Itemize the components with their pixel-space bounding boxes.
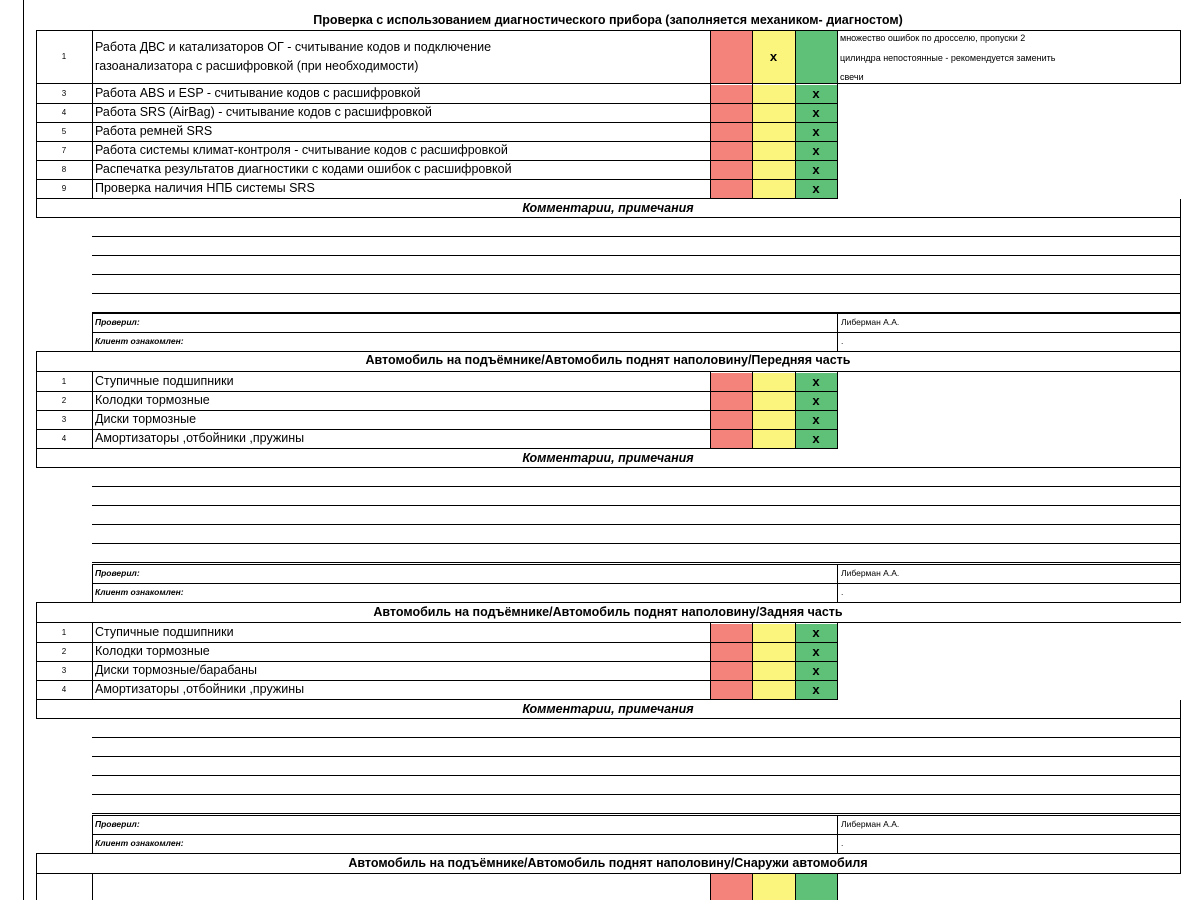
grid-line — [92, 524, 1181, 525]
status-yellow-cell — [753, 104, 795, 122]
row-description: Работа системы климат-контроля - считывание кодов с расшифровкой — [95, 143, 508, 157]
grid-line — [92, 391, 93, 410]
status-yellow-cell — [753, 681, 795, 699]
checked-by: Либерман А.А. — [841, 568, 900, 578]
grid-line — [92, 623, 93, 642]
status-yellow-cell — [753, 392, 795, 410]
grid-line — [92, 680, 93, 699]
grid-line — [752, 84, 753, 103]
status-mark: x — [812, 124, 820, 139]
status-red-cell — [711, 874, 752, 900]
status-yellow-cell — [753, 643, 795, 661]
checked-label: Проверил: — [95, 568, 140, 578]
grid-line — [23, 0, 24, 900]
grid-line — [92, 564, 93, 602]
grid-line — [92, 661, 93, 680]
status-red-cell — [711, 662, 752, 680]
status-yellow-cell — [753, 85, 795, 103]
grid-line — [92, 122, 93, 141]
grid-line — [837, 642, 838, 661]
checked-label: Проверил: — [95, 317, 140, 327]
grid-line — [92, 30, 93, 83]
grid-line — [92, 813, 1181, 814]
status-yellow-cell — [753, 161, 795, 179]
row-description: Ступичные подшипники — [95, 374, 234, 388]
row-description-line: Работа ДВС и катализаторов ОГ - считывание кодов и подключение — [95, 40, 492, 54]
row-number: 3 — [61, 415, 67, 424]
status-mark: x — [812, 162, 820, 177]
grid-line — [710, 429, 711, 448]
row-number: 5 — [61, 127, 67, 136]
client-label: Клиент ознакомлен: — [95, 587, 184, 597]
section-title-rear: Автомобиль на подъёмнике/Автомобиль поднят наполовину/Задняя часть — [373, 605, 843, 619]
grid-line — [752, 661, 753, 680]
row-description: Амортизаторы ,отбойники ,пружины — [95, 431, 305, 445]
grid-line — [837, 661, 838, 680]
grid-line — [795, 661, 796, 680]
grid-line — [752, 141, 753, 160]
status-red-cell — [711, 85, 752, 103]
status-mark: x — [812, 682, 820, 697]
status-mark: x — [812, 105, 820, 120]
grid-line — [795, 873, 796, 900]
grid-line — [92, 756, 1181, 757]
status-mark: x — [812, 663, 820, 678]
grid-line — [36, 853, 37, 873]
grid-line — [795, 84, 796, 103]
grid-line — [795, 391, 796, 410]
grid-line — [795, 122, 796, 141]
grid-line — [752, 30, 753, 83]
row-description: Проверка наличия НПБ системы SRS — [95, 181, 315, 195]
grid-line — [92, 313, 93, 351]
grid-line — [752, 680, 753, 699]
row-description: Ступичные подшипники — [95, 625, 234, 639]
row-description: Работа SRS (AirBag) - считывание кодов с расшифровкой — [95, 105, 432, 119]
grid-line — [752, 642, 753, 661]
status-yellow-cell — [753, 662, 795, 680]
status-red-cell — [711, 161, 752, 179]
grid-line — [710, 84, 711, 103]
grid-line — [92, 562, 1181, 563]
grid-line — [752, 160, 753, 179]
grid-line — [752, 429, 753, 448]
row-description: Колодки тормозные — [95, 644, 210, 658]
section-title-diagnostics: Проверка с использованием диагностического прибора (заполняется механиком- диагностом) — [313, 13, 903, 27]
grid-line — [837, 30, 838, 83]
grid-line — [710, 141, 711, 160]
row-number: 1 — [61, 377, 67, 386]
grid-line — [837, 141, 838, 160]
grid-line — [710, 160, 711, 179]
grid-line — [92, 873, 93, 900]
grid-line — [1180, 700, 1181, 853]
status-yellow-cell — [753, 430, 795, 448]
row-number: 1 — [61, 52, 67, 61]
row-description: Распечатка результатов диагностики с кодами ошибок с расшифровкой — [95, 162, 512, 176]
status-yellow-cell — [753, 142, 795, 160]
status-mark: x — [812, 431, 820, 446]
grid-line — [92, 103, 93, 122]
client-value: . — [841, 336, 844, 346]
grid-line — [795, 429, 796, 448]
status-mark: x — [812, 86, 820, 101]
row-number: 9 — [61, 184, 67, 193]
checked-by: Либерман А.А. — [841, 317, 900, 327]
comments-title: Комментарии, примечания — [522, 451, 694, 465]
grid-line — [837, 372, 838, 391]
row-description: Амортизаторы ,отбойники ,пружины — [95, 682, 305, 696]
client-value: . — [841, 838, 844, 848]
status-yellow-cell — [753, 874, 795, 900]
section-title-outside: Автомобиль на подъёмнике/Автомобиль поднят наполовину/Снаружи автомобиля — [348, 856, 868, 870]
status-red-cell — [711, 411, 752, 429]
grid-line — [795, 623, 796, 642]
row-number: 3 — [61, 89, 67, 98]
status-yellow-cell — [753, 180, 795, 198]
grid-line — [1180, 351, 1181, 603]
grid-line — [710, 623, 711, 642]
grid-line — [752, 372, 753, 391]
status-mark: x — [812, 625, 820, 640]
grid-line — [92, 794, 1181, 795]
diagnostic-note-line: цилиндра непостоянные - рекомендуется заменить — [840, 52, 1056, 63]
client-label: Клиент ознакомлен: — [95, 336, 184, 346]
status-yellow-cell — [753, 123, 795, 141]
grid-line — [710, 391, 711, 410]
grid-line — [752, 122, 753, 141]
grid-line — [837, 122, 838, 141]
grid-line — [837, 623, 838, 642]
grid-line — [795, 372, 796, 391]
grid-line — [710, 680, 711, 699]
status-red-cell — [711, 31, 752, 83]
grid-line — [92, 84, 93, 103]
grid-line — [92, 293, 1181, 294]
grid-line — [837, 429, 838, 448]
grid-line — [837, 391, 838, 410]
grid-line — [92, 179, 93, 198]
grid-line — [92, 505, 1181, 506]
grid-line — [1180, 853, 1181, 873]
row-description: Диски тормозные — [95, 412, 197, 426]
status-red-cell — [711, 180, 752, 198]
status-red-cell — [711, 643, 752, 661]
grid-line — [710, 103, 711, 122]
row-number: 4 — [61, 434, 67, 443]
grid-line — [92, 486, 1181, 487]
checked-label: Проверил: — [95, 819, 140, 829]
grid-line — [92, 236, 1181, 237]
grid-line — [837, 873, 838, 900]
grid-line — [36, 873, 1181, 874]
grid-line — [92, 737, 1181, 738]
grid-line — [752, 103, 753, 122]
status-yellow-cell — [753, 411, 795, 429]
status-mark: x — [769, 49, 778, 64]
grid-line — [710, 122, 711, 141]
row-number: 8 — [61, 165, 67, 174]
grid-line — [92, 255, 1181, 256]
checked-by: Либерман А.А. — [841, 819, 900, 829]
client-value: . — [841, 587, 844, 597]
grid-line — [92, 141, 93, 160]
grid-line — [1180, 30, 1181, 83]
grid-line — [795, 680, 796, 699]
grid-line — [710, 179, 711, 198]
grid-line — [92, 372, 93, 391]
row-number: 2 — [61, 647, 67, 656]
grid-line — [92, 160, 93, 179]
row-number: 2 — [61, 396, 67, 405]
row-number: 3 — [61, 666, 67, 675]
grid-line — [795, 30, 796, 83]
client-label: Клиент ознакомлен: — [95, 838, 184, 848]
row-description: Колодки тормозные — [95, 393, 210, 407]
row-description: Работа ABS и ESP - считывание кодов с расшифровкой — [95, 86, 421, 100]
grid-line — [795, 642, 796, 661]
status-red-cell — [711, 104, 752, 122]
grid-line — [710, 30, 711, 83]
row-number: 4 — [61, 108, 67, 117]
grid-line — [837, 84, 838, 103]
grid-line — [752, 873, 753, 900]
status-mark: x — [812, 181, 820, 196]
status-green-cell — [796, 31, 837, 83]
row-number: 4 — [61, 685, 67, 694]
grid-line — [710, 642, 711, 661]
grid-line — [837, 815, 838, 853]
grid-line — [837, 179, 838, 198]
status-yellow-cell — [753, 373, 795, 391]
grid-line — [710, 661, 711, 680]
grid-line — [752, 391, 753, 410]
comments-title: Комментарии, примечания — [522, 702, 694, 716]
status-red-cell — [711, 373, 752, 391]
grid-line — [36, 217, 1181, 218]
grid-line — [795, 160, 796, 179]
diagnostic-note — [837, 29, 1180, 85]
grid-line — [752, 179, 753, 198]
row-description: Работа ремней SRS — [95, 124, 213, 138]
status-yellow-cell — [753, 624, 795, 642]
grid-line — [92, 274, 1181, 275]
grid-line — [837, 313, 838, 351]
row-number: 7 — [61, 146, 67, 155]
grid-line — [837, 680, 838, 699]
status-green-cell — [796, 874, 837, 900]
status-red-cell — [711, 624, 752, 642]
diagnostic-note-line: множество ошибок по дросселю, пропуски 2 — [840, 33, 1026, 43]
row-number: 1 — [61, 628, 67, 637]
grid-line — [795, 179, 796, 198]
grid-line — [837, 410, 838, 429]
grid-line — [92, 429, 93, 448]
row-description-line: газоанализатора с расшифровкой (при необходимости) — [95, 59, 419, 73]
grid-line — [710, 410, 711, 429]
grid-line — [795, 141, 796, 160]
grid-line — [36, 718, 1181, 719]
status-mark: x — [812, 412, 820, 427]
grid-line — [837, 564, 838, 602]
section-title-front: Автомобиль на подъёмнике/Автомобиль поднят наполовину/Передняя часть — [365, 353, 851, 367]
status-red-cell — [711, 430, 752, 448]
grid-line — [752, 623, 753, 642]
diagnostic-note-line: свечи — [840, 72, 864, 82]
grid-line — [92, 775, 1181, 776]
grid-line — [710, 873, 711, 900]
grid-line — [710, 372, 711, 391]
status-mark: x — [812, 644, 820, 659]
grid-line — [837, 160, 838, 179]
status-mark: x — [812, 143, 820, 158]
grid-line — [1180, 199, 1181, 351]
grid-line — [92, 642, 93, 661]
grid-line — [837, 103, 838, 122]
status-red-cell — [711, 123, 752, 141]
status-red-cell — [711, 681, 752, 699]
status-mark: x — [812, 393, 820, 408]
grid-line — [92, 543, 1181, 544]
grid-line — [92, 815, 93, 853]
grid-line — [92, 410, 93, 429]
status-red-cell — [711, 142, 752, 160]
grid-line — [795, 410, 796, 429]
row-description — [92, 38, 710, 78]
status-mark: x — [812, 374, 820, 389]
grid-line — [795, 103, 796, 122]
grid-line — [36, 467, 1181, 468]
status-red-cell — [711, 392, 752, 410]
grid-line — [752, 410, 753, 429]
comments-title: Комментарии, примечания — [522, 201, 694, 215]
grid-line — [36, 873, 37, 900]
row-description: Диски тормозные/барабаны — [95, 663, 257, 677]
